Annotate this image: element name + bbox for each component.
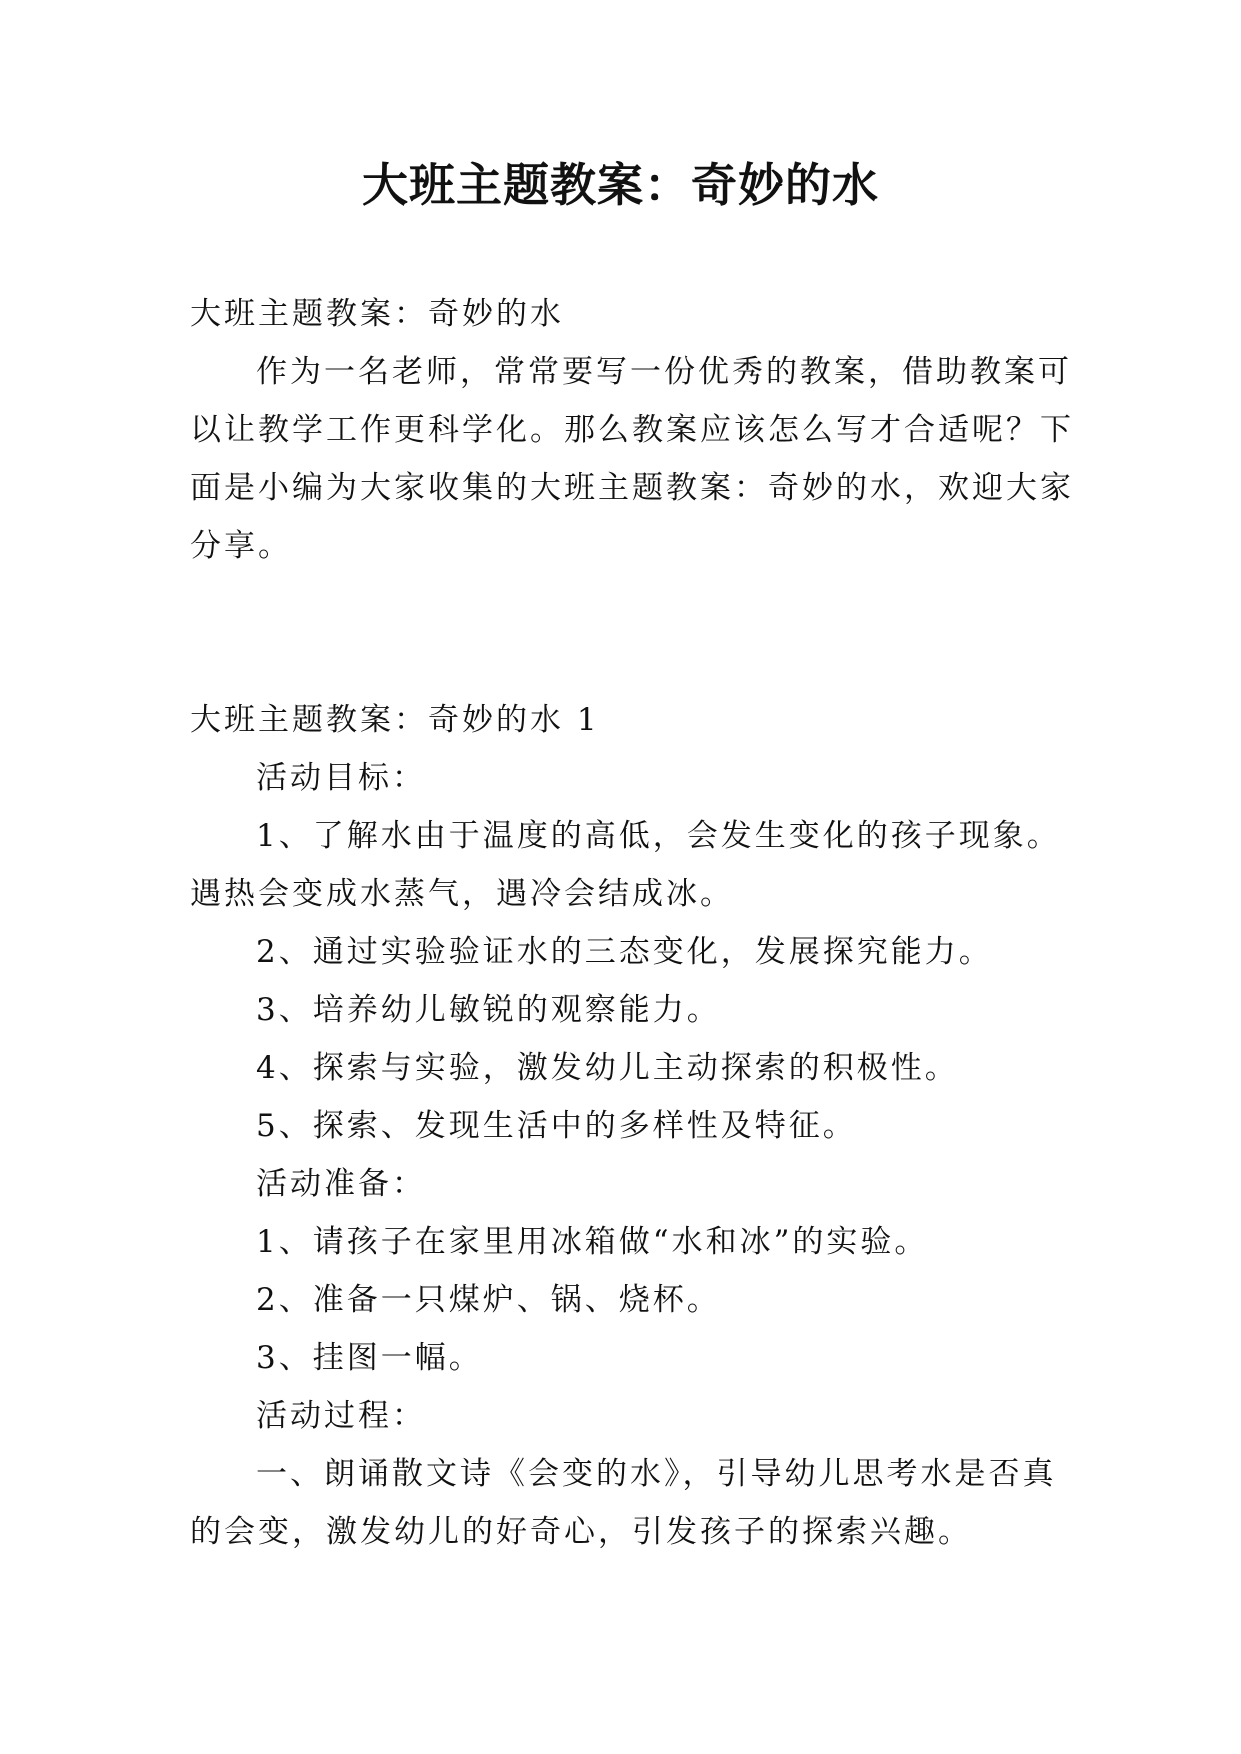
- process-item-continued: 的会变，激发幼儿的好奇心，引发孩子的探索兴趣。: [190, 1514, 972, 1550]
- prep-item: 2、准备一只煤炉、锅、烧杯。: [256, 1282, 721, 1318]
- goal-item: 1、了解水由于温度的高低，会发生变化的孩子现象。: [256, 818, 1061, 854]
- process-item: 一、朗诵散文诗《会变的水》，引导幼儿思考水是否真: [256, 1456, 1057, 1492]
- prep-item: 1、请孩子在家里用冰箱做“水和冰”的实验。: [256, 1224, 929, 1260]
- goals-label: 活动目标：: [256, 760, 426, 796]
- document-body: [190, 285, 1074, 1561]
- prep-label: 活动准备：: [256, 1166, 426, 1202]
- goal-item: 5、探索、发现生活中的多样性及特征。: [256, 1108, 857, 1144]
- intro-line: 面是小编为大家收集的大班主题教案：奇妙的水，欢迎大家: [190, 470, 1074, 506]
- intro-line: 分享。: [190, 528, 292, 564]
- intro-line: 作为一名老师，常常要写一份优秀的教案，借助教案可: [256, 354, 1072, 390]
- goal-item: 4、探索与实验，激发幼儿主动探索的积极性。: [256, 1050, 959, 1086]
- intro-heading: 大班主题教案：奇妙的水: [190, 296, 564, 332]
- prep-item: 3、挂图一幅。: [256, 1340, 483, 1376]
- goal-item: 2、通过实验验证水的三态变化，发展探究能力。: [256, 934, 993, 970]
- section-heading: 大班主题教案：奇妙的水 1: [190, 702, 600, 738]
- goal-item-continued: 遇热会变成水蒸气，遇冷会结成冰。: [190, 876, 734, 912]
- intro-line: 以让教学工作更科学化。那么教案应该怎么写才合适呢？下: [190, 412, 1074, 448]
- process-label: 活动过程：: [256, 1398, 426, 1434]
- intro-paragraph: [190, 343, 1074, 575]
- section-gap: [190, 575, 1050, 691]
- goal-item: 3、培养幼儿敏锐的观察能力。: [256, 992, 721, 1028]
- document-title: 大班主题教案：奇妙的水: [362, 158, 879, 212]
